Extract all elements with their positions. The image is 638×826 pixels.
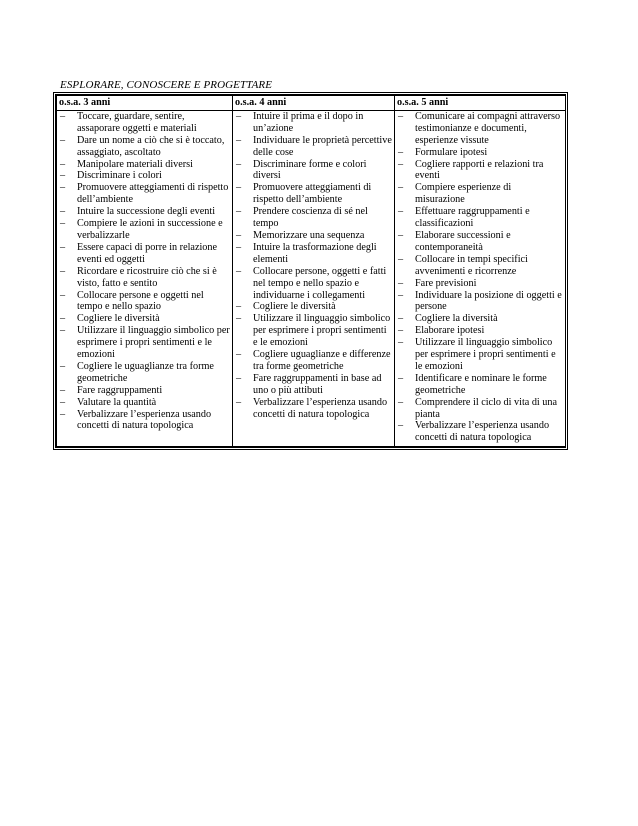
objective-item: – Memorizzare una sequenza: [235, 230, 392, 242]
objective-item: – Utilizzare il linguaggio simbolico per esprimere i propri sentimenti e le emozioni: [397, 337, 563, 373]
objective-item: – Comunicare ai compagni attraverso testimonianze e documenti, esperienze vissute: [397, 111, 563, 147]
objective-item: – Comprendere il ciclo di vita di una pianta: [397, 397, 563, 421]
objective-item: – Verbalizzare l’esperienza usando concetti di natura topologica: [235, 397, 392, 421]
objective-item: – Effettuare raggruppamenti e classificazioni: [397, 206, 563, 230]
objective-list-3-anni: [59, 111, 230, 432]
objective-item: – Fare raggruppamenti in base ad uno o più attibuti: [235, 373, 392, 397]
objective-item: – Individuare la posizione di oggetti e persone: [397, 290, 563, 314]
objective-item: – Individuare le proprietà percettive delle cose: [235, 135, 392, 159]
objective-item: – Manipolare materiali diversi: [59, 159, 230, 171]
objective-item: – Identificare e nominare le forme geometriche: [397, 373, 563, 397]
objective-item: – Collocare persone e oggetti nel tempo e nello spazio: [59, 290, 230, 314]
objective-item: – Discriminare forme e colori diversi: [235, 159, 392, 183]
column-header-5-anni: o.s.a. 5 anni: [395, 96, 566, 111]
table-header-row: [57, 96, 566, 111]
objective-item: – Utilizzare il linguaggio simbolico per esprimere i propri sentimenti e le emozioni: [59, 325, 230, 361]
column-cell-5-anni: [395, 110, 566, 446]
objective-item: – Intuire la trasformazione degli elementi: [235, 242, 392, 266]
column-header-4-anni: o.s.a. 4 anni: [233, 96, 395, 111]
objective-item: – Dare un nome a ciò che si è toccato, assaggiato, ascoltato: [59, 135, 230, 159]
objectives-table: [56, 95, 566, 447]
objectives-table-frame: [53, 92, 568, 450]
objective-item: – Collocare in tempi specifici avvenimenti e ricorrenze: [397, 254, 563, 278]
objective-item: – Formulare ipotesi: [397, 147, 563, 159]
objective-item: – Cogliere le uguaglianze tra forme geometriche: [59, 361, 230, 385]
objective-item: – Intuire la successione degli eventi: [59, 206, 230, 218]
objective-item: – Fare raggruppamenti: [59, 385, 230, 397]
objective-item: – Fare previsioni: [397, 278, 563, 290]
objective-item: – Verbalizzare l’esperienza usando concetti di natura topologica: [59, 409, 230, 433]
column-cell-3-anni: [57, 110, 233, 446]
objective-item: – Discriminare i colori: [59, 170, 230, 182]
objective-item: – Collocare persone, oggetti e fatti nel tempo e nello spazio e individuarne i collegamenti: [235, 266, 392, 302]
objective-item: – Cogliere rapporti e relazioni tra eventi: [397, 159, 563, 183]
objective-item: – Elaborare ipotesi: [397, 325, 563, 337]
objective-item: – Promuovere atteggiamenti di rispetto dell’ambiente: [59, 182, 230, 206]
objective-list-5-anni: [397, 111, 563, 444]
column-cell-4-anni: [233, 110, 395, 446]
objective-item: – Prendere coscienza di sé nel tempo: [235, 206, 392, 230]
column-header-3-anni: o.s.a. 3 anni: [57, 96, 233, 111]
section-title: ESPLORARE, CONOSCERE E PROGETTARE: [60, 79, 273, 91]
objective-item: – Valutare la quantità: [59, 397, 230, 409]
objective-item: – Intuire il prima e il dopo in un’azione: [235, 111, 392, 135]
objective-item: – Verbalizzare l’esperienza usando concetti di natura topologica: [397, 420, 563, 444]
objective-item: – Cogliere le diversità: [235, 301, 392, 313]
objective-item: – Ricordare e ricostruire ciò che si è visto, fatto e sentito: [59, 266, 230, 290]
objective-item: – Promuovere atteggiamenti di rispetto dell’ambiente: [235, 182, 392, 206]
objective-item: – Compiere esperienze di misurazione: [397, 182, 563, 206]
objective-item: – Utilizzare il linguaggio simbolico per esprimere i propri sentimenti e le emozioni: [235, 313, 392, 349]
objective-list-4-anni: [235, 111, 392, 421]
objective-item: – Cogliere le diversità: [59, 313, 230, 325]
objective-item: – Cogliere la diversità: [397, 313, 563, 325]
objective-item: – Toccare, guardare, sentire, assaporare oggetti e materiali: [59, 111, 230, 135]
table-body-row: [57, 110, 566, 446]
objective-item: – Elaborare successioni e contemporaneità: [397, 230, 563, 254]
objective-item: – Cogliere uguaglianze e differenze tra forme geometriche: [235, 349, 392, 373]
objective-item: – Essere capaci di porre in relazione eventi ed oggetti: [59, 242, 230, 266]
objective-item: – Compiere le azioni in successione e verbalizzarle: [59, 218, 230, 242]
